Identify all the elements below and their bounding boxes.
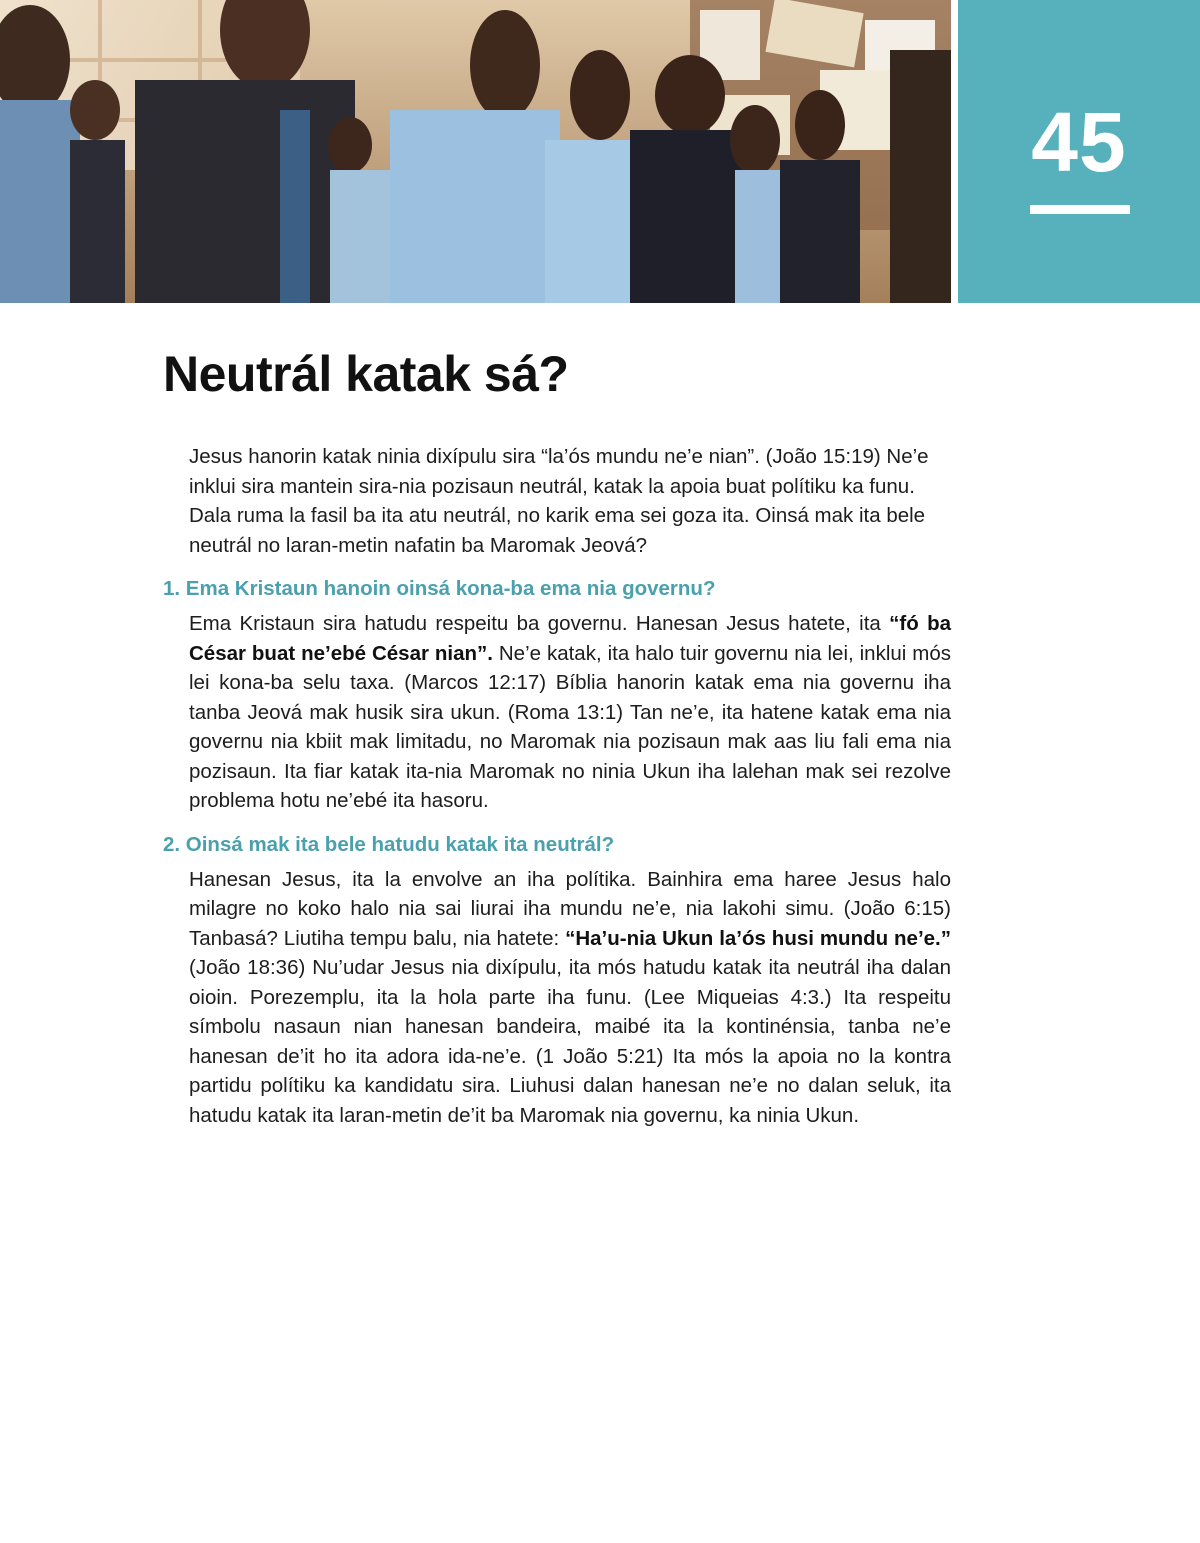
article-body — [163, 442, 951, 1130]
intro-paragraph: Jesus hanorin katak ninia dixípulu sira “la’ós mundu ne’e nian”. (João 15:19) Ne’e inklui sira mantein sira-nia pozisaun neutrál, katak la apoia buat polítiku ka funu. Dala ruma la fasil ba ita atu neutrál, no karik ema sei goza ita. Oinsá mak ita bele neutrál no laran-metin nafatin ba Maromak Jeová? — [189, 445, 929, 557]
question-heading-1: 1. Ema Kristaun hanoin oinsá kona-ba ema nia governu? — [163, 577, 716, 600]
scripture-quote: “fó ba César buat ne’ebé César nian”. — [189, 612, 951, 665]
answer-paragraph-1 — [189, 609, 951, 816]
answer-paragraph-2 — [189, 865, 951, 1131]
answer-text: (João 18:36) Nu’udar Jesus nia dixípulu, ita mós hatudu katak ita neutrál iha dalan oioin. Porezemplu, ita la hola parte iha funu. (Lee Miqueias 4:3.) Ita respeitu símbolu nasaun nian hanesan bandeira, maibé ita la kontinénsia, tanba ne’e hanesan de’it ho ita adora ida-ne’e. (1 João 5:21) Ita mós la apoia no la kontra partidu polítiku ka kandidatu sira. Liuhusi dalan hanesan ne’e no dalan seluk, ita hatudu katak ita laran-metin de’it ba Maromak nia governu, ka ninia Ukun. — [189, 956, 951, 1127]
question-heading-2: 2. Oinsá mak ita bele hatudu katak ita neutrál? — [163, 832, 615, 856]
chapter-number: 45 — [1031, 95, 1127, 189]
answer-text: Ema Kristaun sira hatudu respeitu ba governu. Hanesan Jesus hatete, ita — [189, 612, 890, 635]
students-standing-illustration — [0, 0, 951, 303]
page-title: Neutrál katak sá? — [163, 346, 569, 402]
chapter-number-panel — [958, 0, 1200, 303]
answer-text: Hanesan Jesus, ita la envolve an iha polítika. Bainhira ema haree Jesus halo milagre no koko halo nia sai liurai iha mundu ne’e, nia lakohi simu. (João 6:15) Tanbasá? Liutiha tempu balu, nia hatete: — [189, 867, 951, 950]
chapter-underline — [1030, 205, 1130, 214]
hero-photo — [0, 0, 951, 303]
answer-text: Ne’e katak, ita halo tuir governu nia lei, inklui mós lei kona-ba selu taxa. (Marcos 12:17) Bíblia hanorin katak ema nia governu iha tanba Jeová mak husik sira ukun. (Roma 13:1) Tan ne’e, ita hatene katak ema nia governu nia kbiit mak limitadu, no Maromak nia pozisaun mak aas liu fali ema nia pozisaun. Ita fiar katak ita-nia Maromak no ninia Ukun iha lalehan mak sei rezolve problema hotu ne’ebé ita hasoru. — [189, 641, 951, 812]
scripture-quote: “Ha’u-nia Ukun la’ós husi mundu ne’e.” — [565, 926, 951, 950]
